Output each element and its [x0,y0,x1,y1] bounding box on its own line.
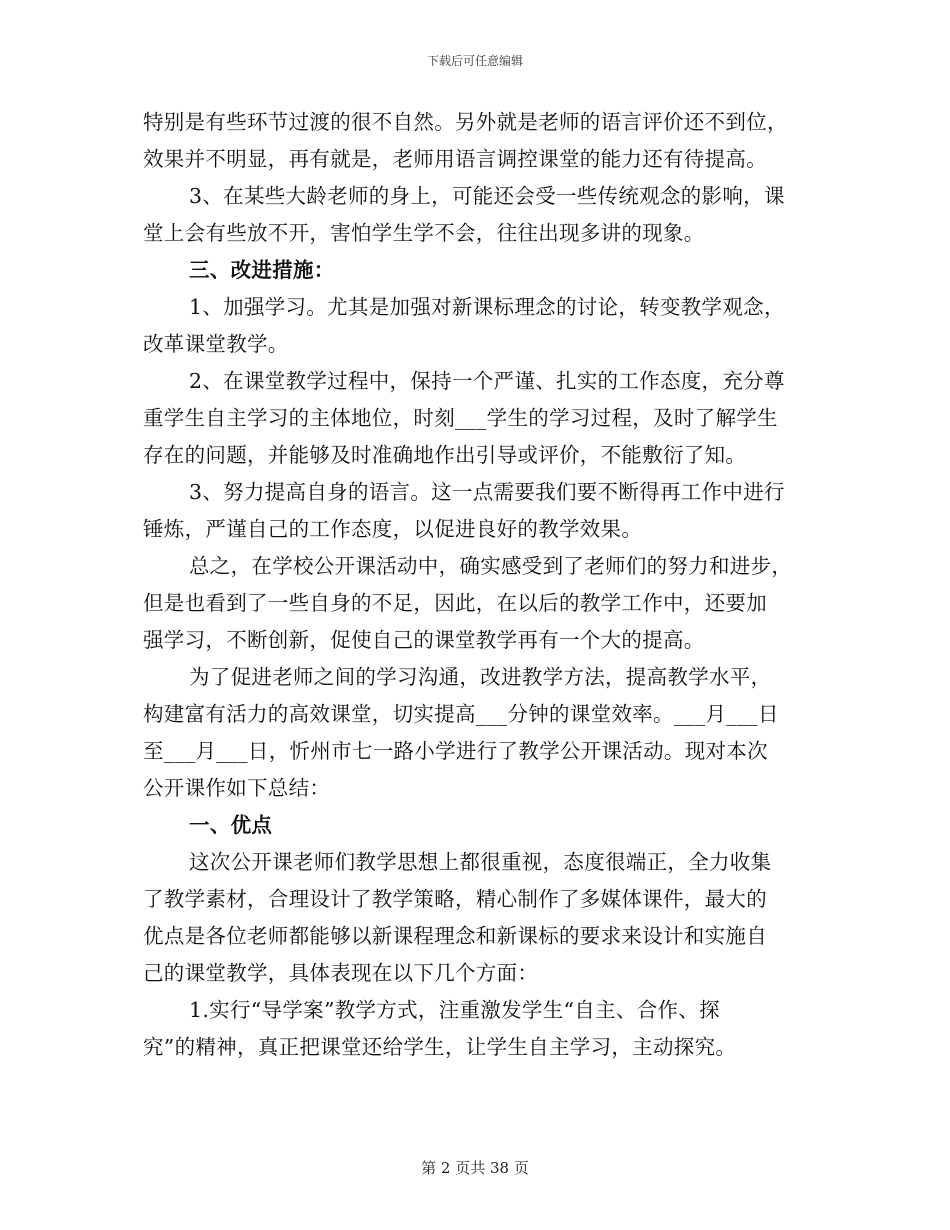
text-line: 3、努力提高自身的语言。这一点需要我们要不断得再工作中进行 [189,480,785,504]
text-line: 了教学素材，合理设计了教学策略，精心制作了多媒体课件，最大的 [143,887,767,911]
text-line: 至___月___日，忻州市七一路小学进行了教学公开课活动。现对本次 [143,739,768,763]
text-line: 这次公开课老师们教学思想上都很重视，态度很端正，全力收集 [189,850,772,874]
text-line: 为了促进老师之间的学习沟通，改进教学方法，提高教学水平， [189,665,772,689]
text-line: 重学生自主学习的主体地位，时刻___学生的学习过程，及时了解学生 [143,406,778,430]
text-line: 堂上会有些放不开，害怕学生学不会，往往出现多讲的现象。 [143,221,705,245]
text-line: 构建富有活力的高效课堂，切实提高___分钟的课堂效率。___月___日 [143,702,779,726]
text-line: 究”的精神，真正把课堂还给学生，让学生自主学习，主动探究。 [143,1035,737,1059]
text-line: 2、在课堂教学过程中，保持一个严谨、扎实的工作态度，充分尊 [189,369,785,393]
page-footer: 第 2 页共 38 页 [421,1159,529,1177]
text-line: 总之，在学校公开课活动中，确实感受到了老师们的努力和进步， [189,554,793,578]
text-line: 特别是有些环节过渡的很不自然。另外就是老师的语言评价还不到位， [143,110,788,134]
page-header: 下载后可任意编辑 [426,54,523,68]
text-line: 公开课作如下总结： [143,776,331,800]
text-line: 1.实行“导学案”教学方式，注重激发学生“自主、合作、探 [189,998,720,1022]
text-line: 强学习，不断创新，促使自己的课堂教学再有一个大的提高。 [143,628,705,652]
section-heading: 三、改进措施： [189,258,335,282]
text-line: 3、在某些大龄老师的身上，可能还会受一些传统观念的影响，课 [189,184,785,208]
text-line: 但是也看到了一些自身的不足，因此，在以后的教学工作中，还要加 [143,591,767,615]
section-heading: 一、优点 [189,813,273,837]
text-line: 存在的问题，并能够及时准确地作出引导或评价，不能敷衍了知。 [143,443,747,467]
text-line: 己的课堂教学，具体表现在以下几个方面： [143,961,539,985]
text-line: 效果并不明显，再有就是，老师用语言调控课堂的能力还有待提高。 [143,147,767,171]
text-line: 改革课堂教学。 [143,332,289,356]
document-body [143,104,813,1066]
text-line: 优点是各位老师都能够以新课程理念和新课标的要求来设计和实施自 [143,924,767,948]
text-line: 锤炼，严谨自己的工作态度，以促进良好的教学效果。 [143,517,643,541]
text-line: 1、加强学习。尤其是加强对新课标理念的讨论，转变教学观念， [189,295,785,319]
